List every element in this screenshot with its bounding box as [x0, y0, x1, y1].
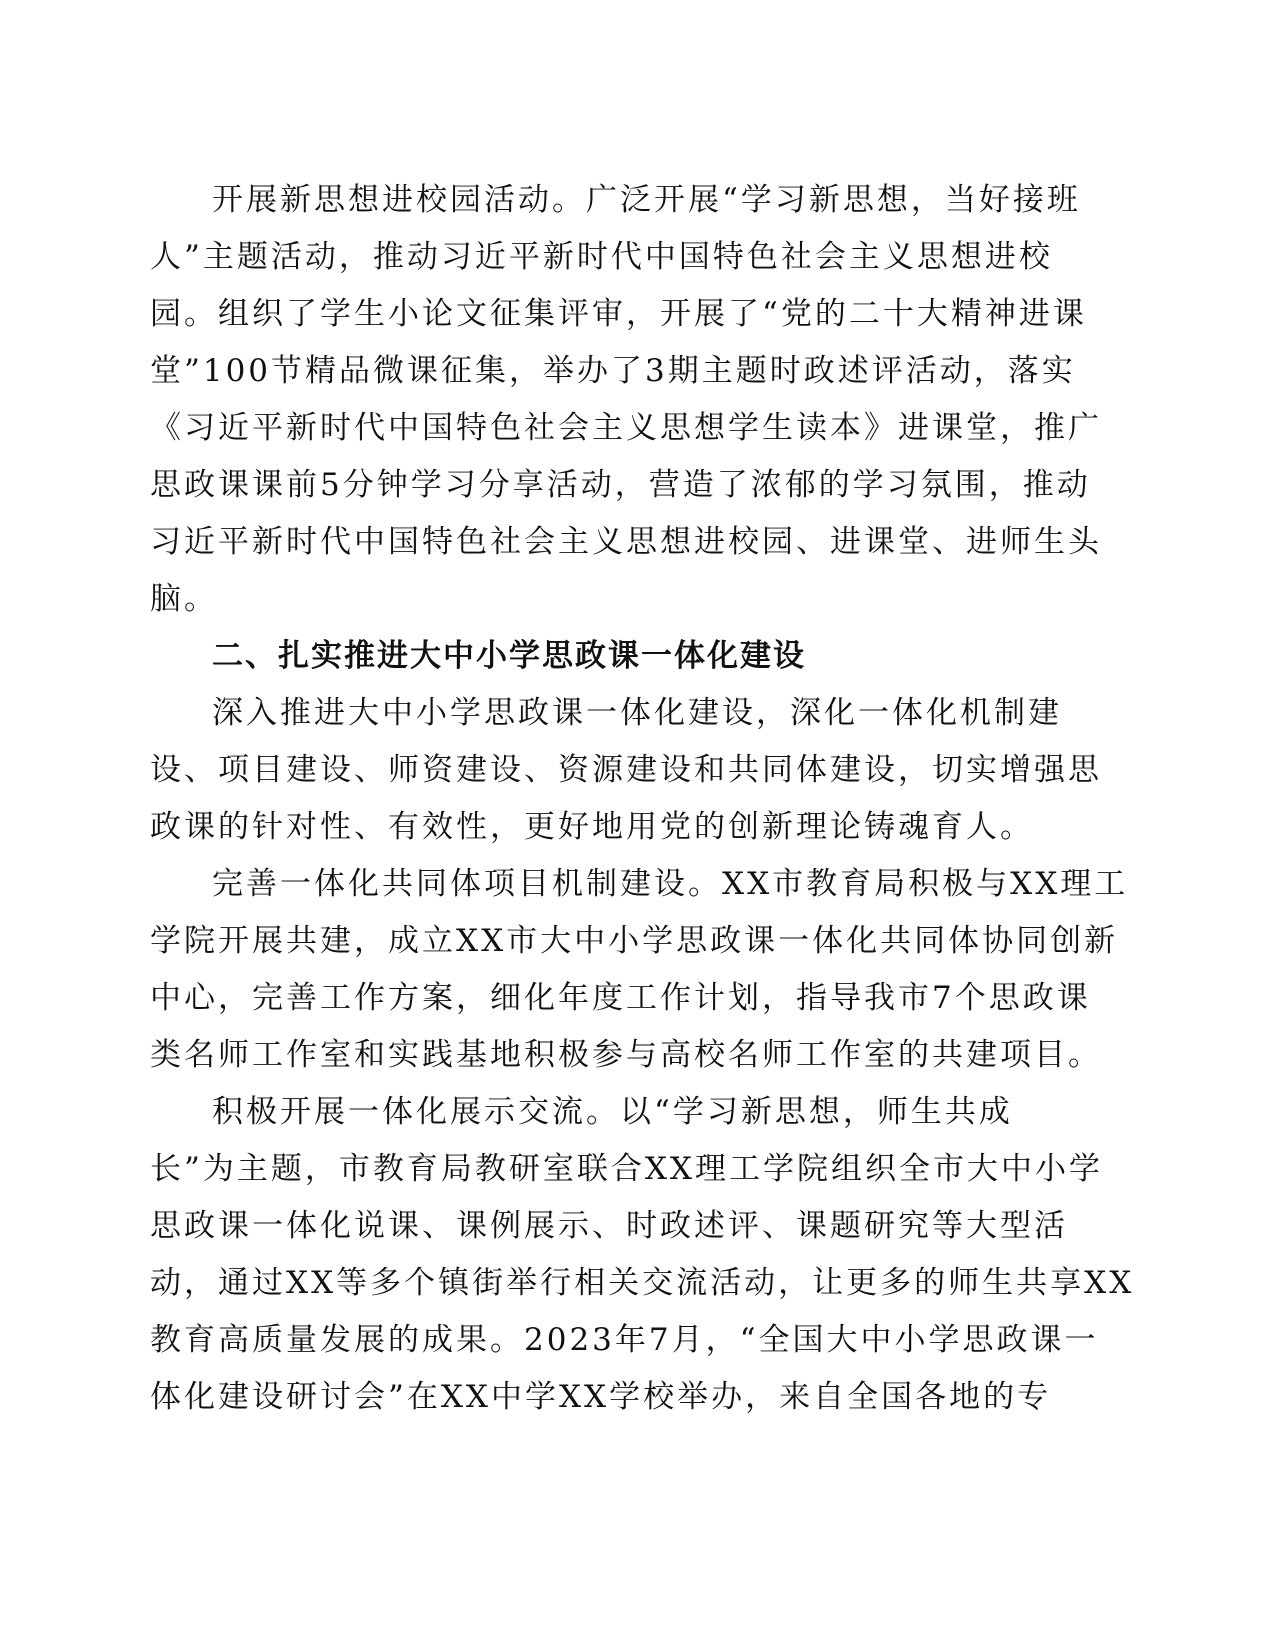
paragraph-1-line-2: 人”主题活动，推动习近平新时代中国特色社会主义思想进校: [150, 239, 1053, 275]
paragraph-2-line-2: 设、项目建设、师资建设、资源建设和共同体建设，切实增强思: [150, 752, 1102, 788]
paragraph-4-line-1: 积极开展一体化展示交流。以“学习新思想，师生共成: [212, 1094, 1013, 1130]
paragraph-3-line-1: 完善一体化共同体项目机制建设。XX市教育局积极与XX理工: [212, 866, 1129, 902]
paragraph-1-line-1: 开展新思想进校园活动。广泛开展“学习新思想，当好接班: [212, 182, 1081, 218]
paragraph-4-line-5: 教育高质量发展的成果。2023年7月，“全国大中小学思政课一: [150, 1322, 1099, 1358]
paragraph-3-line-4: 类名师工作室和实践基地积极参与高校名师工作室的共建项目。: [150, 1037, 1102, 1073]
paragraph-4-line-6: 体化建设研讨会”在XX中学XX学校举办，来自全国各地的专: [150, 1379, 1052, 1415]
paragraph-2-line-3: 政课的针对性、有效性，更好地用党的创新理论铸魂育人。: [150, 809, 1034, 845]
paragraph-1-line-6: 思政课课前5分钟学习分享活动，营造了浓郁的学习氛围，推动: [150, 467, 1091, 503]
paragraph-4-line-4: 动，通过XX等多个镇街举行相关交流活动，让更多的师生共享XX: [150, 1265, 1135, 1301]
paragraph-4-line-3: 思政课一体化说课、课例展示、时政述评、课题研究等大型活: [150, 1208, 1068, 1244]
paragraph-1-line-8: 脑。: [150, 581, 218, 617]
section-heading: 二、扎实推进大中小学思政课一体化建设: [212, 638, 806, 674]
paragraph-2-line-1: 深入推进大中小学思政课一体化建设，深化一体化机制建: [212, 695, 1062, 731]
paragraph-3-line-3: 中心，完善工作方案，细化年度工作计划，指导我市7个思政课: [150, 980, 1091, 1016]
paragraph-1-line-7: 习近平新时代中国特色社会主义思想进校园、进课堂、进师生头: [150, 524, 1102, 560]
paragraph-1-line-5: 《习近平新时代中国特色社会主义思想学生读本》进课堂，推广: [150, 410, 1102, 446]
paragraph-1-line-4: 堂”100节精品微课征集，举办了3期主题时政述评活动，落实: [150, 353, 1076, 389]
paragraph-1-line-3: 园。组织了学生小论文征集评审，开展了“党的二十大精神进课: [150, 296, 1087, 332]
paragraph-3-line-2: 学院开展共建，成立XX市大中小学思政课一体化共同体协同创新: [150, 923, 1119, 959]
paragraph-4-line-2: 长”为主题，市教育局教研室联合XX理工学院组织全市大中小学: [150, 1151, 1103, 1187]
